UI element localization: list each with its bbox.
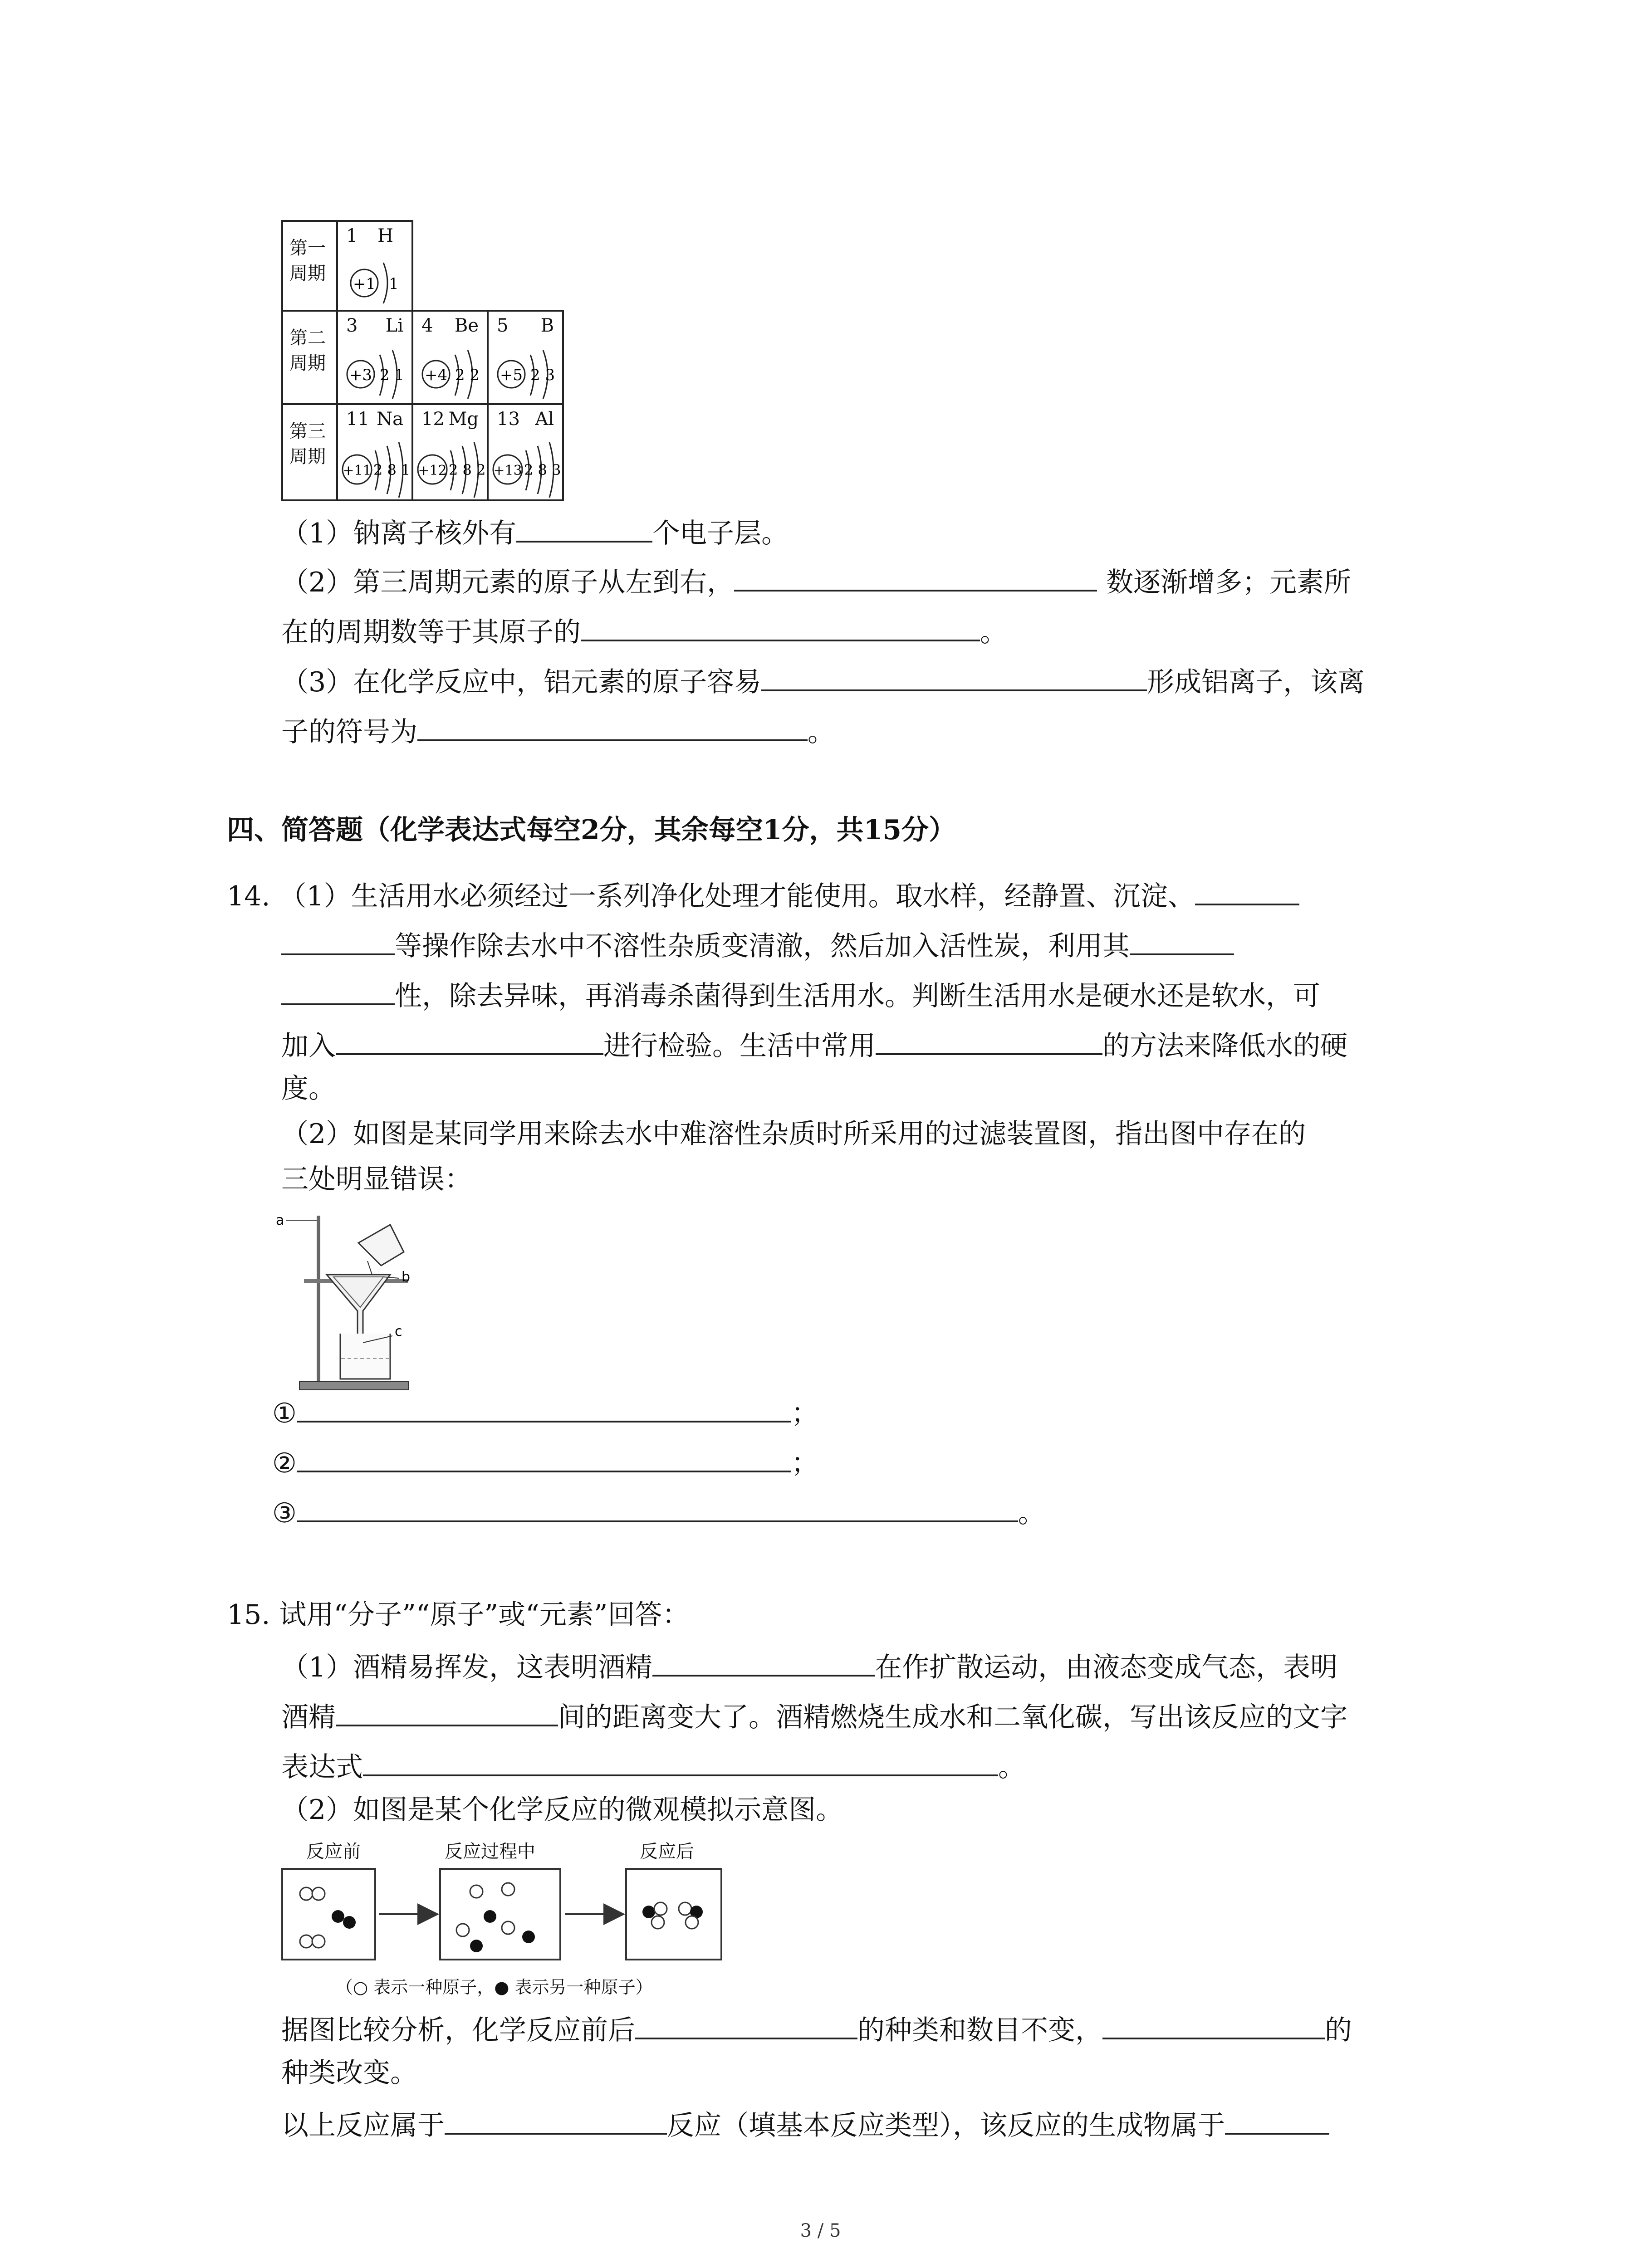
- atom-diagram-mg: [413, 405, 490, 503]
- answer-blank[interactable]: [417, 711, 808, 741]
- q13-part2-line1: （2）第三周期元素的原子从左到右， 数逐渐增多；元素所: [281, 562, 1351, 601]
- answer-blank[interactable]: [1195, 875, 1299, 905]
- element-cell-be: 4 Be +4 2 2: [411, 310, 489, 405]
- q15-line2: 酒精 间的距离变大了。酒精燃烧生成水和二氧化碳，写出该反应的文字: [281, 1696, 1347, 1735]
- q14-line7: 三处明显错误：: [281, 1163, 472, 1195]
- q13-part3-line1: （3）在化学反应中，铝元素的原子容易 形成铝离子，该离: [281, 661, 1365, 700]
- shells-li: 2 1: [380, 366, 405, 384]
- element-cell-al: 13 Al +13 2 8 3: [487, 403, 564, 501]
- q14-error-3: ③ 。: [272, 1492, 1045, 1531]
- atom-diagram-na: [338, 405, 415, 503]
- label-c: c: [395, 1324, 402, 1339]
- answer-blank[interactable]: [581, 611, 980, 641]
- answer-blank[interactable]: [734, 562, 1097, 591]
- element-cell-na: 11 Na +11 2 8 1: [336, 403, 413, 501]
- atom-diagram-al: [489, 405, 566, 503]
- label-a: a: [276, 1212, 284, 1228]
- answer-blank[interactable]: [516, 513, 652, 543]
- element-cell-b: 5 B +5 2 3: [487, 310, 564, 405]
- answer-blank[interactable]: [297, 1393, 791, 1422]
- svg-text:+3: +3: [349, 366, 372, 384]
- q15-line7: 以上反应属于 反应（填基本反应类型），该反应的生成物属于: [281, 2105, 1329, 2144]
- q14-line6: （2）如图是某同学用来除去水中难溶性杂质时所采用的过滤装置图，指出图中存在的: [281, 1118, 1306, 1150]
- q15-line1: （1）酒精易挥发，这表明酒精 在作扩散运动，由液态变成气态，表明: [281, 1647, 1337, 1686]
- svg-text:+4: +4: [424, 366, 448, 384]
- period-header-2: 第二 周期: [281, 310, 338, 405]
- answer-blank[interactable]: [761, 661, 1147, 691]
- answer-blank[interactable]: [1225, 2105, 1329, 2135]
- element-cell-h: 1 H +1 1: [336, 220, 413, 312]
- q13-part3-line2: 子的符号为 。: [281, 711, 835, 750]
- q14-line5: 度。: [281, 1073, 336, 1105]
- period-header-3: 第三 周期: [281, 403, 338, 501]
- q14-line1: 14. （1）生活用水必须经过一系列净化处理才能使用。取水样，经静置、沉淀、: [227, 875, 1299, 914]
- shells-mg: 2 8 2: [449, 461, 486, 479]
- shells-be: 2 2: [455, 366, 480, 384]
- answer-blank[interactable]: [336, 1696, 558, 1726]
- answer-blank[interactable]: [363, 1746, 998, 1776]
- svg-text:+5: +5: [500, 366, 523, 384]
- answer-blank[interactable]: [445, 2105, 667, 2135]
- filtration-apparatus-figure: [272, 1207, 426, 1397]
- svg-text:+13: +13: [493, 463, 522, 479]
- q15-line3: 表达式 。: [281, 1746, 1025, 1785]
- period-header-1: 第一 周期: [281, 220, 338, 312]
- label-before: 反应前: [306, 1841, 361, 1862]
- svg-text:+11: +11: [343, 463, 372, 479]
- label-after: 反应后: [640, 1841, 694, 1862]
- answer-blank[interactable]: [336, 1025, 603, 1055]
- atom-diagram-be: [413, 312, 490, 407]
- answer-blank[interactable]: [876, 1025, 1102, 1055]
- svg-text:+1: +1: [353, 275, 376, 293]
- atom-diagram-b: [489, 312, 566, 407]
- answer-blank[interactable]: [281, 925, 395, 955]
- q15-line4: （2）如图是某个化学反应的微观模拟示意图。: [281, 1794, 843, 1826]
- section-title: 四、简答题（化学表达式每空2分，其余每空1分，共15分）: [227, 814, 956, 846]
- q14-line2: 等操作除去水中不溶性杂质变清澈，然后加入活性炭，利用其: [281, 925, 1234, 964]
- q15-intro: 15. 试用“分子”“原子”或“元素”回答：: [227, 1599, 690, 1631]
- shells-al: 2 8 3: [524, 461, 561, 479]
- q14-error-1: ① ；: [272, 1393, 818, 1432]
- element-cell-li: 3 Li +3 2 1: [336, 310, 413, 405]
- answer-blank[interactable]: [635, 2009, 857, 2039]
- element-cell-mg: 12 Mg +12 2 8 2: [411, 403, 489, 501]
- atom-diagram-h: [338, 222, 415, 313]
- figure-legend: （○ 表示一种原子，● 表示另一种原子）: [336, 1977, 653, 1997]
- atom-diagram-li: [338, 312, 415, 407]
- shells-na: 2 8 1: [373, 461, 411, 479]
- q15-line6: 种类改变。: [281, 2057, 417, 2089]
- svg-text:1: 1: [389, 275, 399, 293]
- answer-blank[interactable]: [1102, 2009, 1325, 2039]
- q13-part2-line2: 在的周期数等于其原子的 。: [281, 611, 1007, 650]
- label-during: 反应过程中: [445, 1841, 535, 1862]
- shells-b: 2 3: [530, 366, 555, 384]
- svg-text:+12: +12: [418, 463, 447, 479]
- q14-error-2: ② ；: [272, 1442, 818, 1481]
- answer-blank[interactable]: [1130, 925, 1234, 955]
- q14-line3: 性，除去异味，再消毒杀菌得到生活用水。判断生活用水是硬水还是软水，可: [281, 975, 1320, 1014]
- q14-line4: 加入 进行检验。生活中常用 的方法来降低水的硬: [281, 1025, 1347, 1064]
- reaction-boxes: [281, 1864, 780, 1969]
- q13-part1: （1）钠离子核外有 个电子层。: [281, 513, 789, 552]
- answer-blank[interactable]: [652, 1647, 875, 1677]
- reaction-micro-figure: [281, 1837, 780, 1996]
- q15-line5: 据图比较分析，化学反应前后 的种类和数目不变， 的: [281, 2009, 1352, 2048]
- page-number: 3 / 5: [800, 2220, 841, 2241]
- answer-blank[interactable]: [297, 1492, 1018, 1522]
- label-b: b: [402, 1269, 411, 1285]
- answer-blank[interactable]: [297, 1442, 791, 1472]
- answer-blank[interactable]: [281, 975, 395, 1005]
